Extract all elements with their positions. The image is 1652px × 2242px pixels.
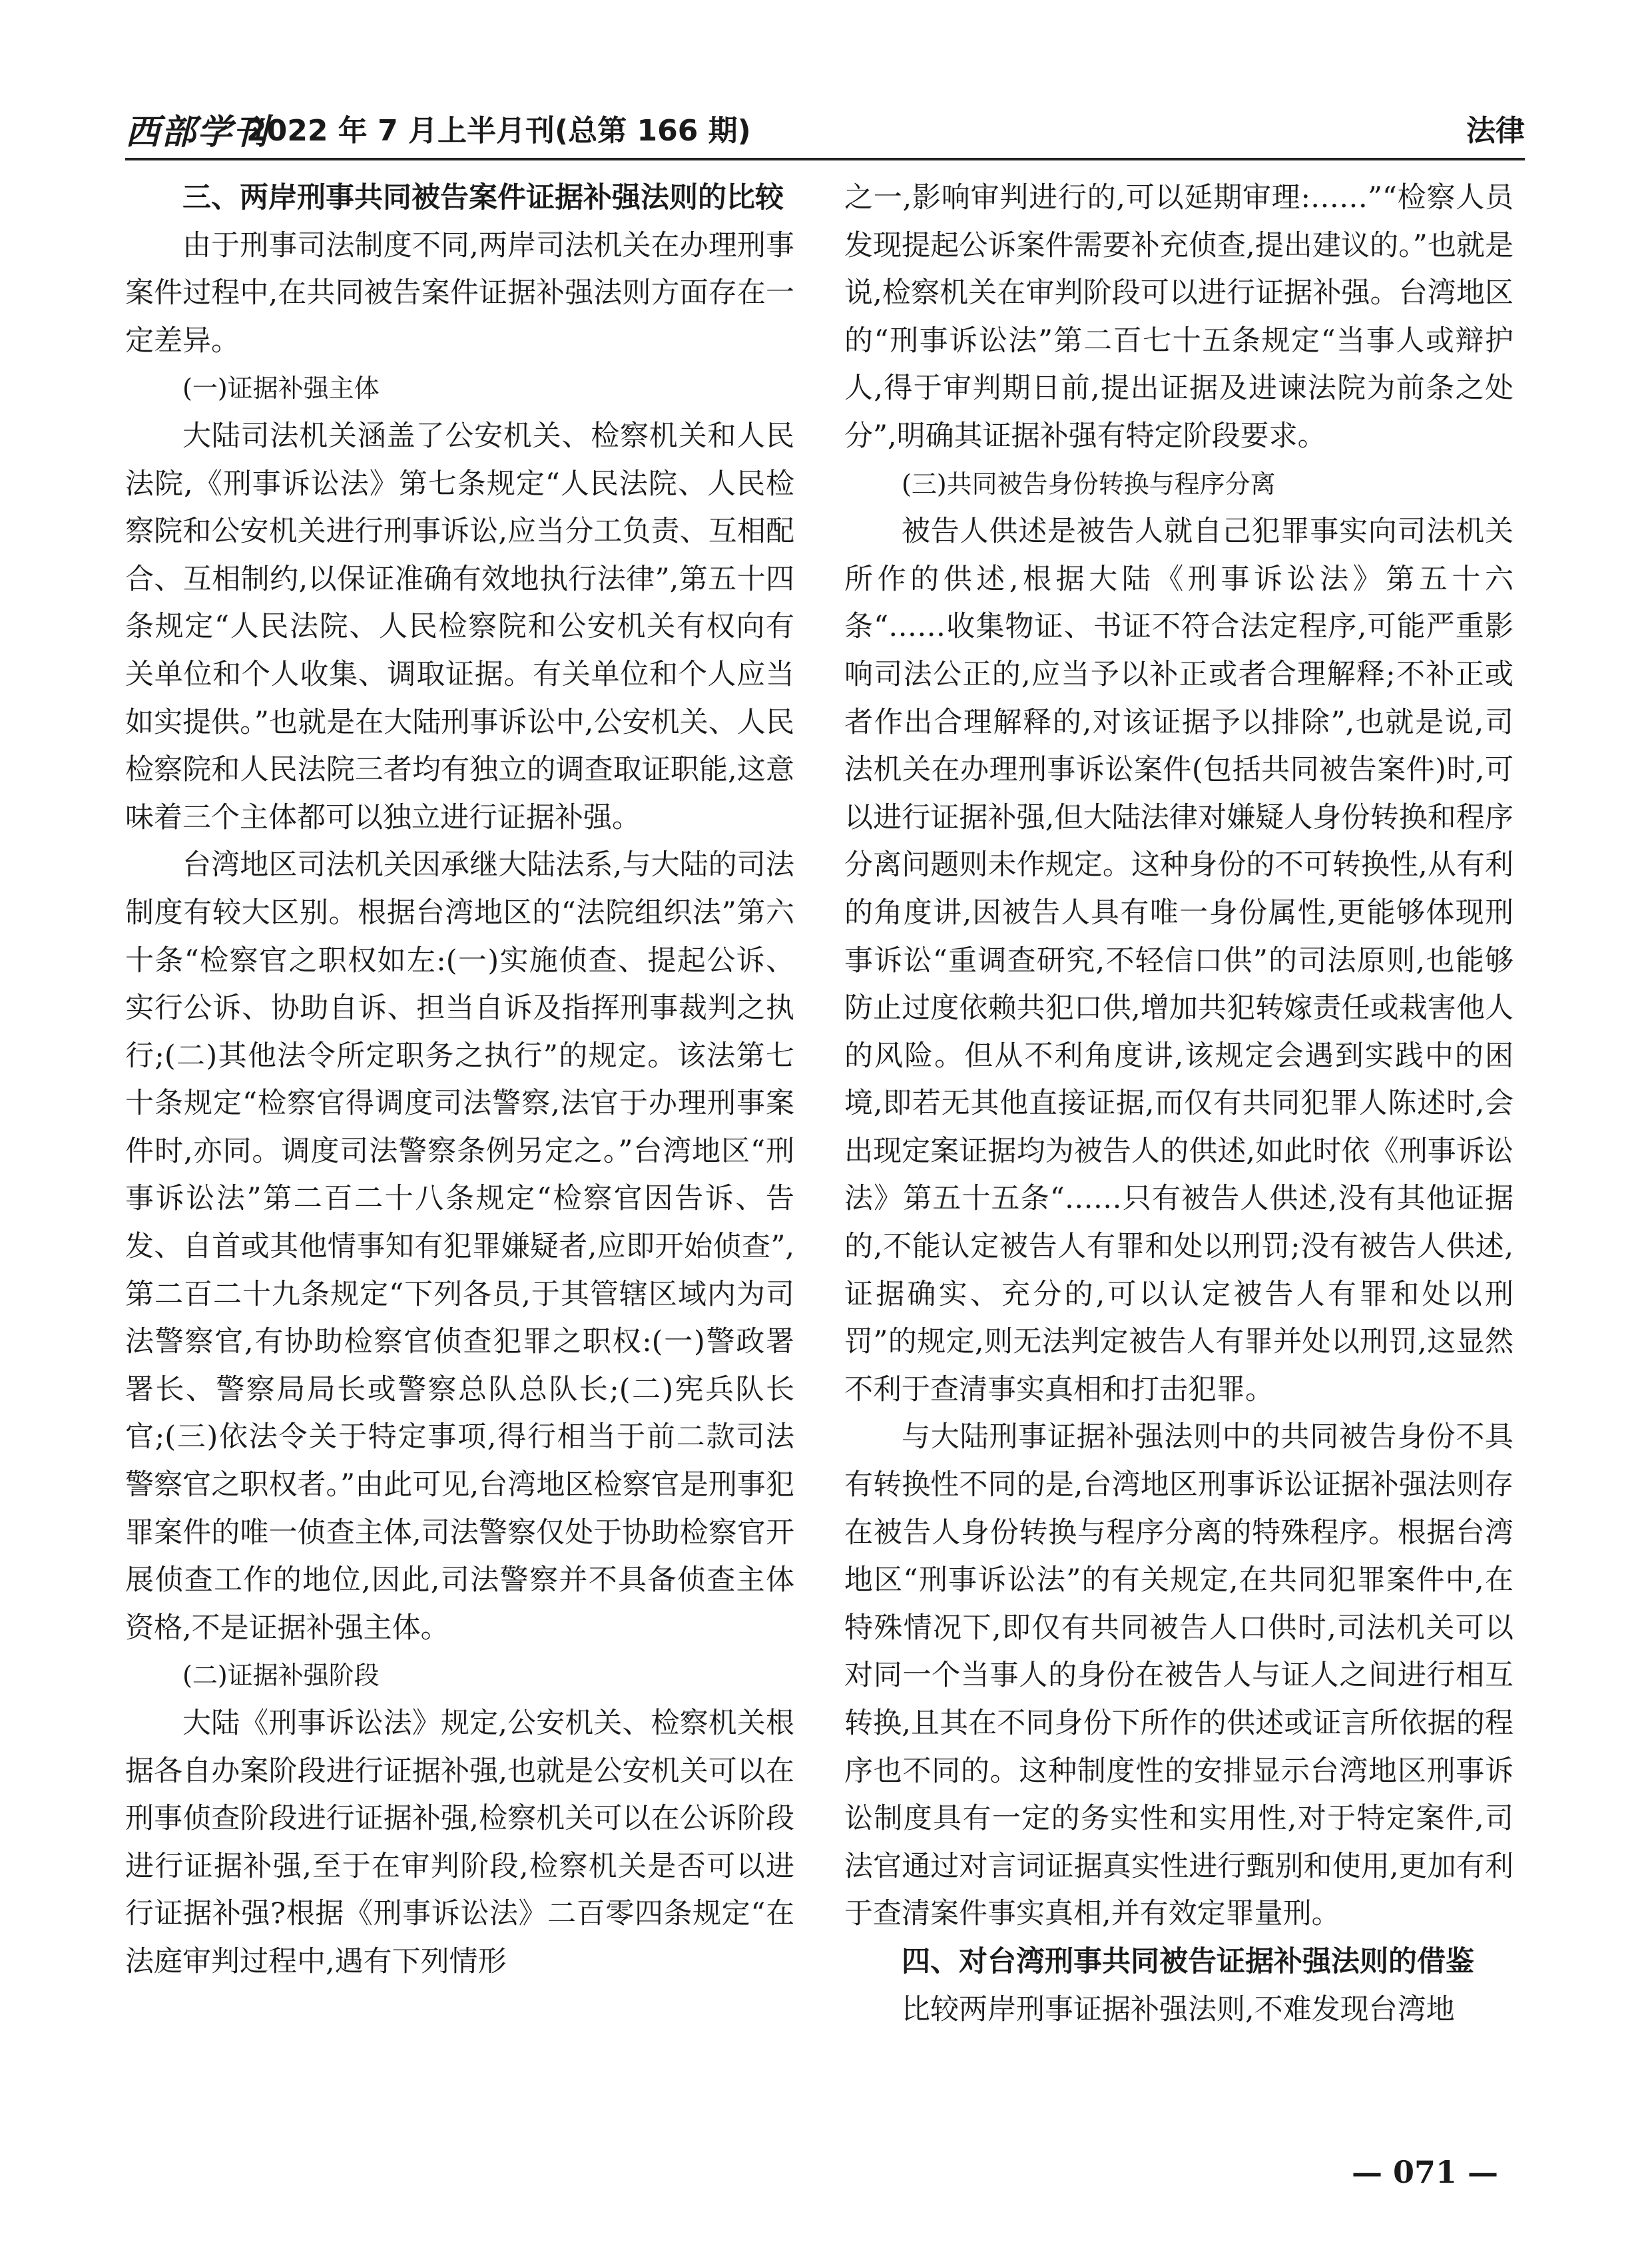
paragraph: 台湾地区司法机关因承继大陆法系,与大陆的司法制度有较大区别。根据台湾地区的“法院组织法”第六十条“检察官之职权如左:(一)实施侦查、提起公诉、实行公诉、协助自诉、担当自诉及指挥刑事裁判之执行;(二)其他法令所定职务之执行”的规定。该法第七十条规定“检察官得调度司法警察,法官于办理刑事案件时,亦同。调度司法警察条例另定之。”台湾地区“刑事诉讼法”第二百二十八条规定“检察官因告诉、告发、自首或其他情事知有犯罪嫌疑者,应即开始侦查”,第二百二十九条规定“下列各员,于其管辖区域内为司法警察官,有协助检察官侦查犯罪之职权:(一)警政署署长、警察局局长或警察总队总队长;(二)宪兵队长官;(三)依法令关于特定事项,得行相当于前二款司法警察官之职权者。”由此可见,台湾地区检察官是刑事犯罪案件的唯一侦查主体,司法警察仅处于协助检察官开展侦查工作的地位,因此,司法警察并不具备侦查主体资格,不是证据补强主体。: [125, 848, 794, 1645]
paragraph: 由于刑事司法制度不同,两岸司法机关在办理刑事案件过程中,在共同被告案件证据补强法则方面存在一定差异。: [125, 228, 794, 358]
paragraph: 与大陆刑事证据补强法则中的共同被告身份不具有转换性不同的是,台湾地区刑事诉讼证据补强法则存在被告人身份转换与程序分离的特殊程序。根据台湾地区“刑事诉讼法”的有关规定,在共同犯罪案件中,在特殊情况下,即仅有共同被告人口供时,司法机关可以对同一个当事人的身份在被告人与证人之间进行相互转换,且其在不同身份下所作的供述或证言所依据的程序也不同的。这种制度性的安排显示台湾地区刑事诉讼制度具有一定的务实性和实用性,对于特定案件,司法官通过对言词证据真实性进行甄别和使用,更加有利于查清案件事实真相,并有效定罪量刑。: [844, 1420, 1514, 1931]
running-header: [125, 100, 1525, 153]
paragraph: 被告人供述是被告人就自己犯罪事实向司法机关所作的供述,根据大陆《刑事诉讼法》第五十六条“……收集物证、书证不符合法定程序,可能严重影响司法公正的,应当予以补正或者合理解释;不补正或者作出合理解释的,对该证据予以排除”,也就是说,司法机关在办理刑事诉讼案件(包括共同被告案件)时,可以进行证据补强,但大陆法律对嫌疑人身份转换和程序分离问题则未作规定。这种身份的不可转换性,从有利的角度讲,因被告人具有唯一身份属性,更能够体现刑事诉讼“重调查研究,不轻信口供”的司法原则,也能够防止过度依赖共犯口供,增加共犯转嫁责任或栽害他人的风险。但从不利角度讲,该规定会遇到实践中的困境,即若无其他直接证据,而仅有共同犯罪人陈述时,会出现定案证据均为被告人的供述,如此时依《刑事诉讼法》第五十五条“……只有被告人供述,没有其他证据的,不能认定被告人有罪和处以刑罚;没有被告人供述,证据确实、充分的,可以认定被告人有罪和处以刑罚”的规定,则无法判定被告人有罪并处以刑罚,这显然不利于查清事实真相和打击犯罪。: [844, 515, 1514, 1406]
right-column: [844, 174, 1514, 2105]
paragraph: 比较两岸刑事证据补强法则,不难发现台湾地: [902, 1992, 1455, 2026]
header-rule: [125, 158, 1525, 160]
paragraph: 大陆司法机关涵盖了公安机关、检察机关和人民法院,《刑事诉讼法》第七条规定“人民法院、人民检察院和公安机关进行刑事诉讼,应当分工负责、互相配合、互相制约,以保证准确有效地执行法律”,第五十四条规定“人民法院、人民检察院和公安机关有权向有关单位和个人收集、调取证据。有关单位和个人应当如实提供。”也就是在大陆刑事诉讼中,公安机关、人民检察院和人民法院三者均有独立的调查取证职能,这意味着三个主体都可以独立进行证据补强。: [125, 419, 794, 834]
issue-label: 2022 年 7 月上半月刊(总第 166 期): [246, 114, 751, 148]
journal-logo: 西部学刊: [125, 112, 270, 152]
section-label: 法律: [1466, 114, 1525, 148]
left-column: [125, 174, 794, 2105]
subheading: (一)证据补强主体: [182, 374, 380, 404]
paragraph: 大陆《刑事诉讼法》规定,公安机关、检察机关根据各自办案阶段进行证据补强,也就是公安机关可以在刑事侦查阶段进行证据补强,检察机关可以在公诉阶段进行证据补强,至于在审判阶段,检察机关是否可以进行证据补强?根据《刑事诉讼法》二百零四条规定“在法庭审判过程中,遇有下列情形: [125, 1707, 794, 1978]
subheading: (二)证据补强阶段: [182, 1661, 380, 1691]
subheading: (三)共同被告身份转换与程序分离: [902, 469, 1276, 499]
page-number: — 071 —: [1351, 2154, 1499, 2190]
paragraph-continued: 之一,影响审判进行的,可以延期审理:……”“检察人员发现提起公诉案件需要补充侦查,提出建议的。”也就是说,检察机关在审判阶段可以进行证据补强。台湾地区的“刑事诉讼法”第二百七十五条规定“当事人或辩护人,得于审判期日前,提出证据及进谏法院为前条之处分”,明确其证据补强有特定阶段要求。: [844, 181, 1514, 453]
section-heading: 三、两岸刑事共同被告案件证据补强法则的比较: [182, 181, 784, 214]
section-heading: 四、对台湾刑事共同被告证据补强法则的借鉴: [902, 1944, 1474, 1978]
